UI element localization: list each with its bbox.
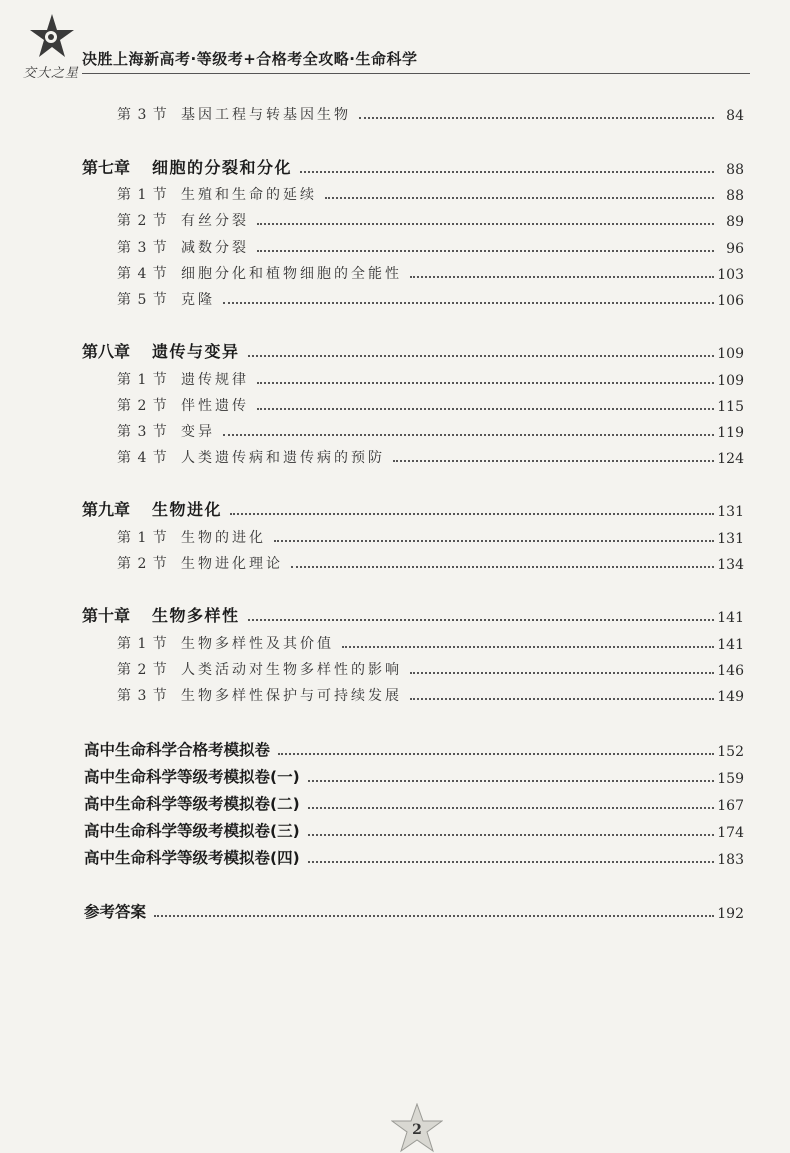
dot-leader xyxy=(154,915,714,917)
toc-entry[interactable] xyxy=(0,233,790,257)
dot-leader xyxy=(410,698,714,700)
toc-entry[interactable] xyxy=(0,523,790,547)
publisher-logo xyxy=(18,12,84,86)
toc-entry[interactable] xyxy=(0,285,790,309)
dot-leader xyxy=(223,302,714,304)
star-logo-icon xyxy=(28,12,76,60)
section-number: 第 2 节 xyxy=(117,398,168,414)
chapter-entry[interactable] xyxy=(0,154,790,178)
section-number: 第 4 节 xyxy=(117,450,168,466)
section-title: 人类遗传病和遗传病的预防 xyxy=(181,450,385,466)
page-number: 109 xyxy=(717,346,744,362)
section-number: 第 1 节 xyxy=(117,187,168,203)
exam-entry[interactable] xyxy=(0,763,790,787)
dot-leader xyxy=(308,861,714,863)
page-number: 146 xyxy=(717,663,744,679)
toc-entry[interactable] xyxy=(0,365,790,389)
dot-leader xyxy=(248,619,714,621)
exam-entry[interactable] xyxy=(0,736,790,760)
page-number: 134 xyxy=(717,557,744,573)
section-title: 生物多样性及其价值 xyxy=(181,636,334,652)
page-number: 141 xyxy=(717,610,744,626)
section-title: 生殖和生命的延续 xyxy=(181,187,317,203)
toc-entry[interactable] xyxy=(0,391,790,415)
exam-title: 高中生命科学等级考模拟卷(一) xyxy=(84,768,300,786)
page-number: 141 xyxy=(717,637,744,653)
dot-leader xyxy=(308,834,714,836)
chapter-title: 遗传与变异 xyxy=(152,342,240,361)
book-title: 决胜上海新高考·等级考+合格考全攻略·生命科学 xyxy=(82,50,418,68)
toc-entry[interactable] xyxy=(0,443,790,467)
header-divider xyxy=(82,73,750,74)
section-number: 第 3 节 xyxy=(117,424,168,440)
page-number: 131 xyxy=(717,531,744,547)
dot-leader xyxy=(308,780,714,782)
dot-leader xyxy=(393,460,714,462)
dot-leader xyxy=(291,566,714,568)
toc-entry[interactable] xyxy=(0,629,790,653)
page-number: 88 xyxy=(726,162,744,178)
page-number: 88 xyxy=(726,188,744,204)
section-title: 减数分裂 xyxy=(181,240,249,256)
toc-entry[interactable] xyxy=(0,259,790,283)
page-number: 103 xyxy=(717,267,744,283)
exam-title: 高中生命科学等级考模拟卷(三) xyxy=(84,822,300,840)
section-title: 细胞分化和植物细胞的全能性 xyxy=(181,266,402,282)
dot-leader xyxy=(257,223,714,225)
chapter-entry[interactable] xyxy=(0,338,790,362)
section-number: 第 1 节 xyxy=(117,636,168,652)
chapter-title: 生物进化 xyxy=(152,500,223,519)
chapter-number: 第九章 xyxy=(82,500,131,519)
section-number: 第 1 节 xyxy=(117,530,168,546)
section-number: 第 3 节 xyxy=(117,240,168,256)
section-number: 第 3 节 xyxy=(117,107,168,123)
page-number: 167 xyxy=(717,798,744,814)
toc-entry[interactable] xyxy=(0,180,790,204)
page-number: 106 xyxy=(717,293,744,309)
section-title: 生物进化理论 xyxy=(181,556,283,572)
page-number: 131 xyxy=(717,504,744,520)
chapter-number: 第七章 xyxy=(82,158,131,177)
section-title: 生物多样性保护与可持续发展 xyxy=(181,688,402,704)
chapter-number: 第十章 xyxy=(82,606,131,625)
section-title: 有丝分裂 xyxy=(181,213,249,229)
chapter-entry[interactable] xyxy=(0,602,790,626)
section-number: 第 2 节 xyxy=(117,556,168,572)
page-number: 89 xyxy=(726,214,744,230)
chapter-number: 第八章 xyxy=(82,342,131,361)
section-title: 伴性遗传 xyxy=(181,398,249,414)
dot-leader xyxy=(257,382,714,384)
dot-leader xyxy=(278,753,714,755)
page-number: 174 xyxy=(717,825,744,841)
exam-title: 高中生命科学等级考模拟卷(二) xyxy=(84,795,300,813)
section-number: 第 4 节 xyxy=(117,266,168,282)
toc-entry[interactable] xyxy=(0,549,790,573)
chapter-title: 细胞的分裂和分化 xyxy=(152,158,293,177)
page-number: 84 xyxy=(726,108,744,124)
section-title: 基因工程与转基因生物 xyxy=(181,107,351,123)
exam-entry[interactable] xyxy=(0,790,790,814)
chapter-entry[interactable] xyxy=(0,496,790,520)
section-title: 生物的进化 xyxy=(181,530,266,546)
dot-leader xyxy=(230,513,714,515)
page-number-footer: 2 xyxy=(412,1122,422,1138)
exam-title: 高中生命科学等级考模拟卷(四) xyxy=(84,849,300,867)
toc-entry[interactable] xyxy=(0,681,790,705)
page-number: 192 xyxy=(717,906,744,922)
dot-leader xyxy=(300,171,714,173)
page-number: 159 xyxy=(717,771,744,787)
dot-leader xyxy=(257,250,714,252)
dot-leader xyxy=(274,540,714,542)
section-title: 遗传规律 xyxy=(181,372,249,388)
page-number: 149 xyxy=(717,689,744,705)
dot-leader xyxy=(325,197,714,199)
dot-leader xyxy=(223,434,714,436)
exam-entry[interactable] xyxy=(0,844,790,868)
page-number: 115 xyxy=(717,399,744,415)
section-title: 人类活动对生物多样性的影响 xyxy=(181,662,402,678)
page-number: 109 xyxy=(717,373,744,389)
toc-entry[interactable] xyxy=(0,206,790,230)
dot-leader xyxy=(257,408,714,410)
answers-entry[interactable] xyxy=(0,898,790,922)
section-number: 第 5 节 xyxy=(117,292,168,308)
dot-leader xyxy=(248,355,714,357)
page-number: 124 xyxy=(717,451,744,467)
section-title: 变异 xyxy=(181,424,215,440)
dot-leader xyxy=(308,807,714,809)
logo-text: 交大之星 xyxy=(22,66,79,81)
dot-leader xyxy=(410,276,714,278)
page-number: 183 xyxy=(717,852,744,868)
page-number: 152 xyxy=(717,744,744,760)
dot-leader xyxy=(359,117,714,119)
dot-leader xyxy=(342,646,714,648)
section-title: 克隆 xyxy=(181,292,215,308)
dot-leader xyxy=(410,672,714,674)
section-number: 第 3 节 xyxy=(117,688,168,704)
exam-title: 高中生命科学合格考模拟卷 xyxy=(84,741,271,759)
answers-title: 参考答案 xyxy=(84,903,147,921)
exam-entry[interactable] xyxy=(0,817,790,841)
toc-entry[interactable] xyxy=(0,100,790,124)
toc-entry[interactable] xyxy=(0,417,790,441)
toc-entry[interactable] xyxy=(0,655,790,679)
chapter-title: 生物多样性 xyxy=(152,606,240,625)
section-number: 第 2 节 xyxy=(117,662,168,678)
section-number: 第 1 节 xyxy=(117,372,168,388)
page-number: 119 xyxy=(717,425,744,441)
section-number: 第 2 节 xyxy=(117,213,168,229)
page-number: 96 xyxy=(726,241,744,257)
